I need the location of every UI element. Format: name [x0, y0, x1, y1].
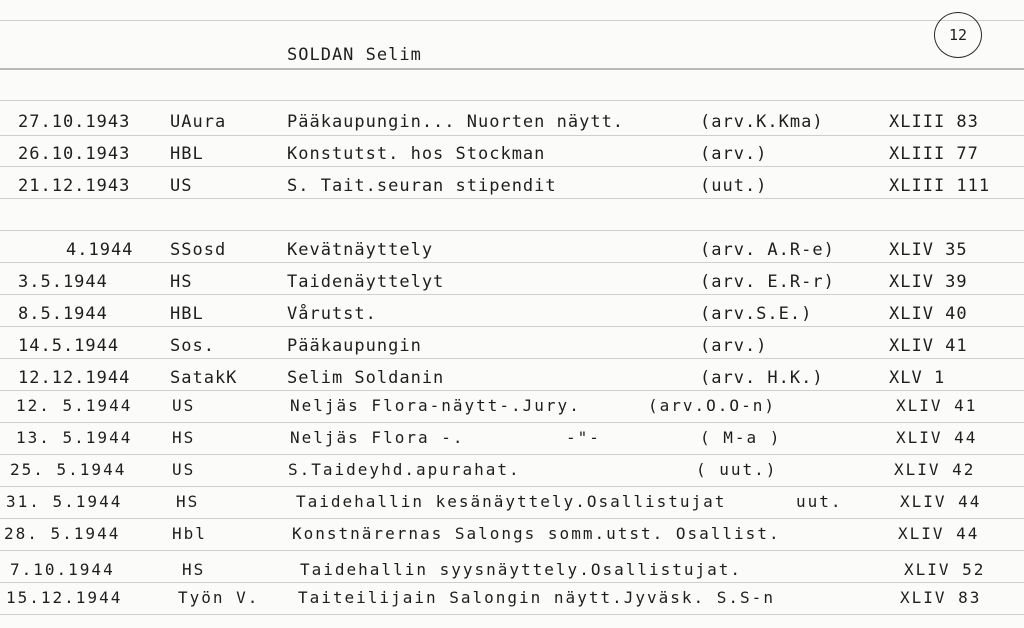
entry-row — [0, 492, 1024, 522]
entry-date: 28. 5.1944 — [4, 524, 121, 543]
entry-title: Pääkaupungin... Nuorten näytt. — [287, 112, 625, 132]
entry-date: 27.10.1943 — [18, 112, 131, 132]
entry-source: HBL — [170, 144, 204, 164]
person-name: SOLDAN Selim — [287, 45, 422, 65]
entry-date: 14.5.1944 — [18, 336, 120, 356]
entry-row — [0, 272, 1024, 302]
entry-source: HS — [172, 428, 196, 447]
entry-source: Hbl — [172, 524, 207, 543]
entry-source: HS — [170, 272, 193, 292]
entry-source: US — [172, 396, 196, 415]
entry-row — [0, 560, 1024, 590]
entry-note: (arv. E.R-r) — [700, 272, 835, 292]
entry-date: 8.5.1944 — [18, 304, 108, 324]
entry-ditto: -"- — [566, 428, 601, 447]
entry-note: (arv. H.K.) — [700, 368, 824, 388]
entry-row — [0, 368, 1024, 398]
entry-note: (arv.O.O-n) — [648, 396, 776, 415]
entry-note: (arv.K.Kma) — [700, 112, 824, 132]
entry-row — [0, 112, 1024, 142]
entry-ref: XLIV 40 — [889, 304, 968, 324]
entry-date: 13. 5.1944 — [16, 428, 133, 447]
entry-title: S.Taideyhd.apurahat. — [288, 460, 521, 479]
entry-title: S. Tait.seuran stipendit — [287, 176, 557, 196]
entry-title: Neljäs Flora-näytt-.Jury. — [290, 396, 581, 415]
entry-note: (arv.) — [700, 144, 768, 164]
entry-note: ( M-a ) — [700, 428, 782, 447]
entry-ref: XLIII 83 — [889, 112, 979, 132]
entry-date: 12.12.1944 — [18, 368, 131, 388]
entry-date: 7.10.1944 — [10, 560, 115, 579]
entry-ref: XLV 1 — [889, 368, 946, 388]
entry-note: ( uut.) — [696, 460, 778, 479]
entry-row — [0, 588, 1024, 618]
entry-ref: XLIII 111 — [889, 176, 991, 196]
entry-title: Vårutst. — [287, 304, 377, 324]
entry-title: Taidehallin kesänäyttely.Osallistujat — [296, 492, 727, 511]
entry-note: uut. — [796, 492, 843, 511]
entry-source: US — [170, 176, 193, 196]
card-rule — [0, 100, 1024, 101]
entry-row — [0, 428, 1024, 458]
entry-date: 31. 5.1944 — [6, 492, 123, 511]
entry-ref: XLIV 44 — [898, 524, 980, 543]
entry-ref: XLIII 77 — [889, 144, 979, 164]
entry-title: Taidenäyttelyt — [287, 272, 445, 292]
entry-source: SSosd — [170, 240, 227, 260]
entry-source: SatakK — [170, 368, 238, 388]
entry-title: Neljäs Flora -. — [290, 428, 465, 447]
card-rule — [0, 68, 1024, 70]
entry-ref: XLIV 44 — [900, 492, 982, 511]
entry-note: (arv.) — [700, 336, 768, 356]
entry-source: Työn V. — [178, 588, 260, 607]
entry-ref: XLIV 42 — [894, 460, 976, 479]
entry-date: 3.5.1944 — [18, 272, 108, 292]
entry-source: HBL — [170, 304, 204, 324]
entry-title: Selim Soldanin — [287, 368, 445, 388]
entry-ref: XLIV 39 — [889, 272, 968, 292]
entry-title: Kevätnäyttely — [287, 240, 434, 260]
entry-ref: XLIV 52 — [904, 560, 986, 579]
entry-ref: XLIV 44 — [896, 428, 978, 447]
entry-source: HS — [182, 560, 206, 579]
card-number: 12 — [934, 12, 982, 58]
entry-note: (arv. A.R-e) — [700, 240, 835, 260]
entry-date: 25. 5.1944 — [10, 460, 127, 479]
entry-note: (uut.) — [700, 176, 768, 196]
entry-row — [0, 524, 1024, 554]
entry-title: Pääkaupungin — [287, 336, 422, 356]
entry-date: 12. 5.1944 — [16, 396, 133, 415]
entry-ref: XLIV 41 — [889, 336, 968, 356]
entry-date: 4.1944 — [66, 240, 134, 260]
card-rule — [0, 230, 1024, 231]
entry-row — [0, 144, 1024, 174]
entry-row — [0, 240, 1024, 270]
entry-source: UAura — [170, 112, 227, 132]
entry-ref: XLIV 83 — [900, 588, 982, 607]
entry-date: 15.12.1944 — [6, 588, 123, 607]
entry-ref: XLIV 41 — [896, 396, 978, 415]
entry-row — [0, 396, 1024, 426]
entry-date: 21.12.1943 — [18, 176, 131, 196]
entry-row — [0, 336, 1024, 366]
entry-ref: XLIV 35 — [889, 240, 968, 260]
entry-source: US — [172, 460, 196, 479]
entry-title: Konstutst. hos Stockman — [287, 144, 546, 164]
entry-row — [0, 176, 1024, 206]
entry-title: Konstnärernas Salongs somm.utst. Osallist. — [292, 524, 781, 543]
entry-row — [0, 304, 1024, 334]
entry-note: (arv.S.E.) — [700, 304, 813, 324]
card-rule — [0, 20, 1024, 21]
entry-source: Sos. — [170, 336, 215, 356]
entry-row — [0, 460, 1024, 490]
entry-source: HS — [176, 492, 200, 511]
entry-title: Taidehallin syysnäyttely.Osallistujat. — [300, 560, 743, 579]
entry-date: 26.10.1943 — [18, 144, 131, 164]
entry-title: Taiteilijain Salongin näytt.Jyväsk. S.S-n — [298, 588, 775, 607]
